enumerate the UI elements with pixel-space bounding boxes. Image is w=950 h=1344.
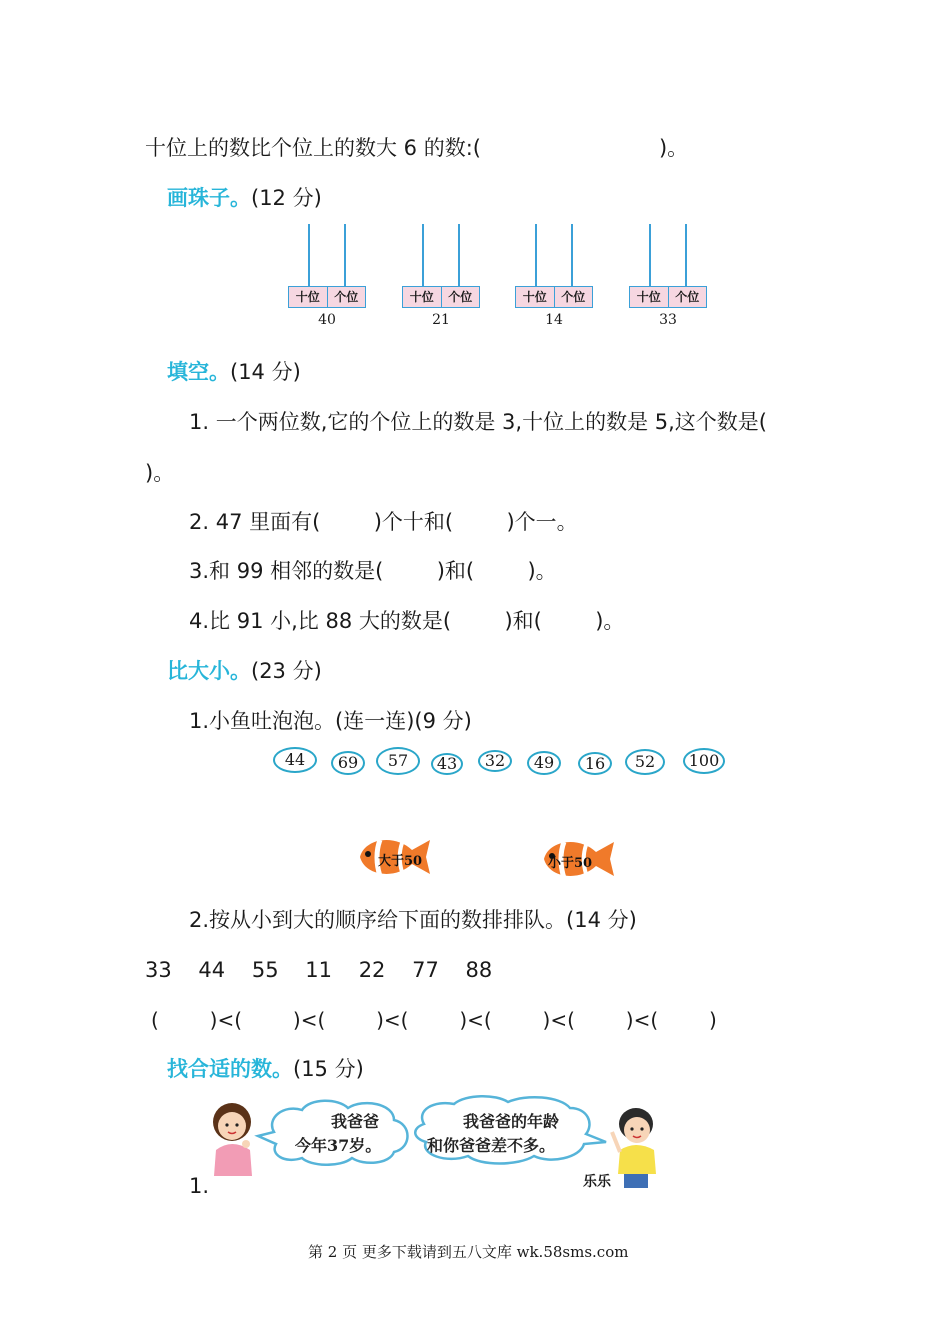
fill-question-1-close: )。 [145, 461, 175, 485]
section-title: 比大小。 [167, 659, 251, 683]
ones-label: 个位 [668, 287, 707, 307]
fish-right-label: 小于50 [548, 856, 593, 871]
fill-question-1: 1. 一个两位数,它的个位上的数是 3,十位上的数是 5,这个数是( [189, 410, 768, 434]
abacus-2 [402, 224, 482, 334]
section-heading-find [167, 1055, 364, 1083]
ones-label: 个位 [554, 287, 593, 307]
bubble: 100 [683, 748, 725, 774]
find-question-1: 1. [189, 1174, 210, 1198]
abacus-number: 40 [318, 312, 336, 328]
bubble: 44 [273, 747, 317, 773]
compare-question-1: 1.小鱼吐泡泡。(连一连)(9 分) [189, 709, 472, 733]
fish-left-label: 大于50 [378, 854, 423, 869]
abacus-4 [629, 224, 709, 334]
bubble: 57 [376, 747, 420, 775]
order-blanks: ( )<( )<( )<( )<( )<( )<( ) [151, 1008, 717, 1032]
section-score: (23 分) [251, 659, 322, 683]
section-heading-fill [167, 358, 301, 386]
section-heading-beads [167, 184, 322, 212]
question-text [145, 134, 688, 162]
section-score: (14 分) [230, 360, 301, 384]
tens-label: 十位 [409, 290, 434, 304]
section-score: (12 分) [251, 186, 322, 210]
tens-label: 十位 [295, 290, 320, 304]
section-score: (15 分) [293, 1057, 364, 1081]
section-title: 填空。 [167, 360, 230, 384]
boy-speech-line-2: 和你爸爸差不多。 [427, 1136, 556, 1155]
fill-question-3: 3.和 99 相邻的数是( )和( )。 [189, 559, 557, 583]
bubble: 69 [331, 751, 365, 775]
abacus-number: 14 [545, 312, 563, 328]
bubble: 43 [431, 753, 463, 775]
tens-label: 十位 [522, 290, 547, 304]
boy-name: 乐乐 [583, 1174, 611, 1190]
bubble: 16 [578, 752, 612, 775]
top-line-close: )。 [658, 136, 689, 160]
section-title: 画珠子。 [167, 186, 251, 210]
boy-illustration [606, 1104, 666, 1194]
girl-speech-line-2: 今年37岁。 [295, 1136, 382, 1155]
abacus-3 [515, 224, 595, 334]
boy-speech-line-1: 我爸爸的年龄 [463, 1112, 560, 1131]
girl-speech-line-1: 我爸爸 [331, 1112, 380, 1131]
bubble: 32 [478, 750, 512, 772]
tens-label: 十位 [636, 290, 661, 304]
section-heading-compare [167, 657, 322, 685]
fill-question-2: 2. 47 里面有( )个十和( )个一。 [189, 510, 578, 534]
bubble: 49 [527, 751, 561, 775]
section-title: 找合适的数。 [167, 1057, 293, 1081]
abacus-number: 21 [432, 312, 450, 328]
ones-label: 个位 [441, 287, 480, 307]
abacus-1 [288, 224, 368, 334]
ones-label: 个位 [327, 287, 366, 307]
abacus-number: 33 [659, 312, 677, 328]
fill-question-4: 4.比 91 小,比 88 大的数是( )和( )。 [189, 609, 625, 633]
top-line-text: 十位上的数比个位上的数大 6 的数:( [145, 136, 481, 160]
compare-question-2: 2.按从小到大的顺序给下面的数排排队。(14 分) [189, 908, 637, 932]
page-footer: 第 2 页 更多下载请到五八文库 wk.58sms.com [308, 1243, 629, 1261]
number-sequence: 33 44 55 11 22 77 88 [145, 958, 493, 982]
bubble: 52 [625, 749, 665, 775]
